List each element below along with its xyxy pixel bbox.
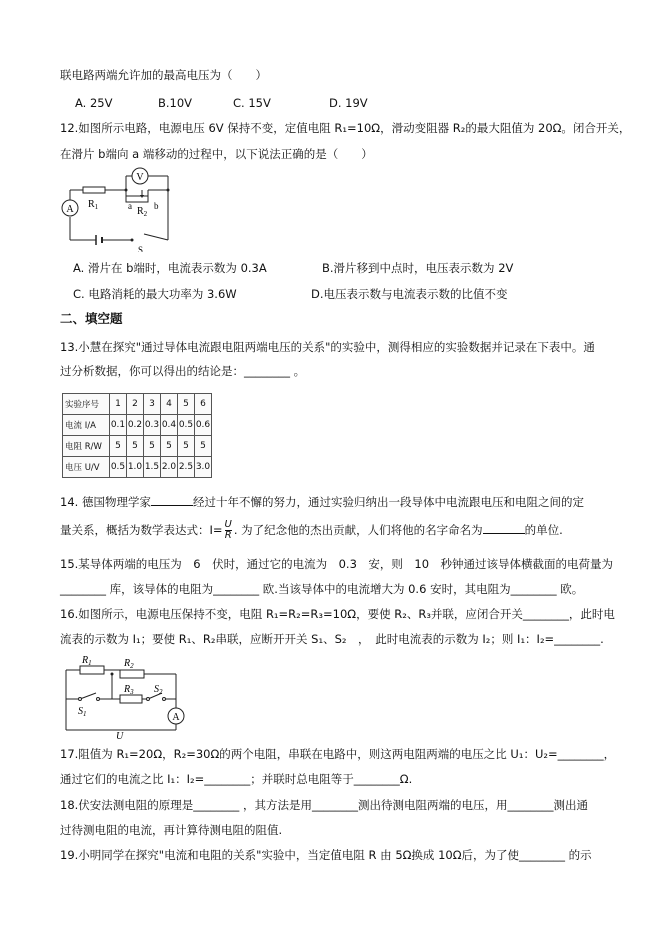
table-cell: 0.2 bbox=[127, 415, 144, 436]
svg-text:R1 bbox=[81, 655, 92, 667]
table-cell: 0.5 bbox=[178, 415, 195, 436]
table-cell: 0.6 bbox=[195, 415, 212, 436]
table-cell: 5 bbox=[110, 436, 127, 457]
q17-stem-line2: 通过它们的电流之比 I₁：I₂=________；并联时总电阻等于________Ω. bbox=[60, 772, 413, 786]
table-cell: 0.4 bbox=[161, 415, 178, 436]
table-header-cell: 5 bbox=[178, 394, 195, 415]
q12-option-c: C. 电路消耗的最大功率为 3.6W bbox=[73, 287, 237, 301]
q12-stem-line2: 在滑片 b端向 a 端移动的过程中，以下说法正确的是（ ） bbox=[60, 147, 373, 161]
q12-point-a: a bbox=[128, 201, 132, 211]
q12-option-a: A. 滑片在 b端时，电流表示数为 0.3A bbox=[73, 261, 267, 275]
q16-r2-sub: 2 bbox=[130, 662, 134, 670]
q14-line1-end: 经过十年不懈的努力，通过实验归纳出一段导体中电流跟电压和电阻之间的定 bbox=[192, 495, 584, 509]
table-cell: 电阻 R/W bbox=[63, 436, 110, 457]
q13-data-table bbox=[62, 393, 212, 478]
q16-s2-label: S bbox=[154, 684, 159, 695]
q14-line2-end: 的单位. bbox=[524, 523, 563, 537]
q16-r1-sub: 1 bbox=[88, 659, 92, 667]
svg-text:R2 bbox=[137, 206, 148, 218]
table-cell: 电流 I/A bbox=[63, 415, 110, 436]
svg-text:R1 bbox=[88, 199, 99, 211]
q13-stem-line1: 13.小慧在探究"通过导体电流跟电阻两端电压的关系"的实验中，测得相应的实验数据并记录在下表中。通 bbox=[60, 340, 595, 354]
table-row bbox=[63, 436, 212, 457]
q14-line2-start: 量关系，概括为数学表达式：I= bbox=[60, 523, 223, 537]
table-cell: 3.0 bbox=[195, 457, 212, 478]
q12-stem-line1: 12.如图所示电路，电源电压 6V 保持不变，定值电阻 R₁=10Ω，滑动变阻器 R₂的最大阻值为 20Ω。闭合开关， bbox=[60, 121, 631, 135]
section-title: 二、填空题 bbox=[60, 311, 123, 326]
q12-r2-label: R bbox=[137, 206, 144, 217]
table-cell: 2.0 bbox=[161, 457, 178, 478]
q12-option-b: B.滑片移到中点时，电压表示数为 2V bbox=[322, 261, 514, 275]
table-header-cell: 4 bbox=[161, 394, 178, 415]
q16-r1-label: R bbox=[82, 655, 89, 666]
svg-text:S2 bbox=[154, 684, 163, 696]
q16-stem-line1: 16.如图所示，电源电压保持不变，电阻 R₁=R₂=R₃=10Ω，要使 R₂、R₃并联，应闭合开关________，此时电 bbox=[60, 607, 615, 621]
q16-voltage-label: U bbox=[116, 731, 124, 740]
q12-point-b: b bbox=[154, 201, 159, 211]
q15-stem-line1: 15.某导体两端的电压为 6 伏时，通过它的电流为 0.3 安，则 10 秒钟通过该导体横截面的电荷量为 bbox=[60, 557, 614, 571]
table-cell: 5 bbox=[144, 436, 161, 457]
q12-circuit-diagram bbox=[58, 162, 188, 252]
q14-formula-fraction bbox=[225, 520, 232, 541]
q15-stem-line2: ________ 库，该导体的电阻为________ 欧.当该导体中的电流增大为 0.6 安时，其电阻为________ 欧。 bbox=[60, 582, 584, 596]
table-cell: 电压 U/V bbox=[63, 457, 110, 478]
table-cell: 1.0 bbox=[127, 457, 144, 478]
q16-s1-label: S bbox=[78, 706, 83, 717]
table-cell: 5 bbox=[127, 436, 144, 457]
svg-text:S1 bbox=[78, 706, 87, 718]
q18-stem-line2: 过待测电阻的电流，再计算待测电阻的阻值. bbox=[60, 823, 283, 837]
q18-stem-line1: 18.伏安法测电阻的原理是________ ，其方法是用________测出待测电阻两端的电压，用________测出通 bbox=[60, 798, 588, 812]
q11-option-b: B.10V bbox=[158, 96, 193, 110]
q13-stem-line2: 过分析数据，你可以得出的结论是：________ 。 bbox=[60, 364, 306, 378]
q12-ammeter-label: A bbox=[66, 204, 74, 215]
table-header-cell: 实验序号 bbox=[63, 394, 110, 415]
table-row bbox=[63, 415, 212, 436]
table-header-cell: 6 bbox=[195, 394, 212, 415]
q11-option-d: D. 19V bbox=[329, 96, 368, 110]
q14-line2-mid: . 为了纪念他的杰出贡献，人们将他的名字命名为 bbox=[233, 523, 483, 537]
q16-r2-label: R bbox=[124, 658, 131, 669]
q14-line1-start: 14. 德国物理学家 bbox=[60, 495, 151, 509]
q19-stem-line1: 19.小明同学在探究"电流和电阻的关系"实验中，当定值电阻 R 由 5Ω换成 10Ω后，为了使________ 的示 bbox=[60, 848, 592, 862]
svg-text:R2 bbox=[123, 658, 134, 670]
q12-voltmeter-label: V bbox=[136, 172, 144, 183]
q16-stem-line2: 流表的示数为 I₁；要使 R₁、R₂串联，应断开开关 S₁、S₂ ， 此时电流表的示数为 I₂；则 I₁：I₂=________. bbox=[60, 632, 604, 646]
q16-r3-label: R bbox=[124, 684, 131, 695]
q12-r1-label: R bbox=[88, 199, 95, 210]
q12-switch-label: S bbox=[138, 245, 144, 252]
table-row bbox=[63, 457, 212, 478]
q12-r2-sub: 2 bbox=[143, 210, 148, 218]
q14-stem-line2 bbox=[60, 519, 563, 541]
q14-stem-line1 bbox=[60, 494, 584, 510]
table-header-cell: 2 bbox=[127, 394, 144, 415]
table-cell: 0.5 bbox=[110, 457, 127, 478]
q14-frac-numerator: U bbox=[224, 519, 232, 530]
q16-r3-sub: 3 bbox=[130, 688, 134, 696]
table-row bbox=[63, 394, 212, 415]
q17-stem-line1: 17.阻值为 R₁=20Ω，R₂=30Ω的两个电阻，串联在电路中，则这两电阻两端的电压之比 U₁：U₂=________， bbox=[60, 747, 616, 761]
q16-ammeter-label: A bbox=[172, 712, 180, 723]
q14-blank-2 bbox=[483, 523, 525, 534]
q11-stem-tail: 联电路两端允许加的最高电压为（ ） bbox=[60, 68, 267, 82]
q11-option-a: A. 25V bbox=[75, 96, 113, 110]
q16-s2-sub: 2 bbox=[159, 688, 163, 696]
table-cell: 0.3 bbox=[144, 415, 161, 436]
q14-frac-denominator: R bbox=[224, 530, 232, 541]
q14-blank-1 bbox=[151, 495, 193, 506]
table-cell: 5 bbox=[178, 436, 195, 457]
svg-text:R3 bbox=[123, 684, 134, 696]
table-cell: 5 bbox=[195, 436, 212, 457]
q12-r1-sub: 1 bbox=[94, 203, 99, 211]
table-header-cell: 3 bbox=[144, 394, 161, 415]
table-cell: 5 bbox=[161, 436, 178, 457]
q12-option-d: D.电压表示数与电流表示数的比值不变 bbox=[311, 287, 508, 301]
q16-s1-sub: 1 bbox=[83, 710, 87, 718]
table-cell: 2.5 bbox=[178, 457, 195, 478]
table-cell: 0.1 bbox=[110, 415, 127, 436]
q11-option-c: C. 15V bbox=[233, 96, 271, 110]
table-header-cell: 1 bbox=[110, 394, 127, 415]
table-cell: 1.5 bbox=[144, 457, 161, 478]
q16-circuit-diagram bbox=[58, 652, 188, 740]
